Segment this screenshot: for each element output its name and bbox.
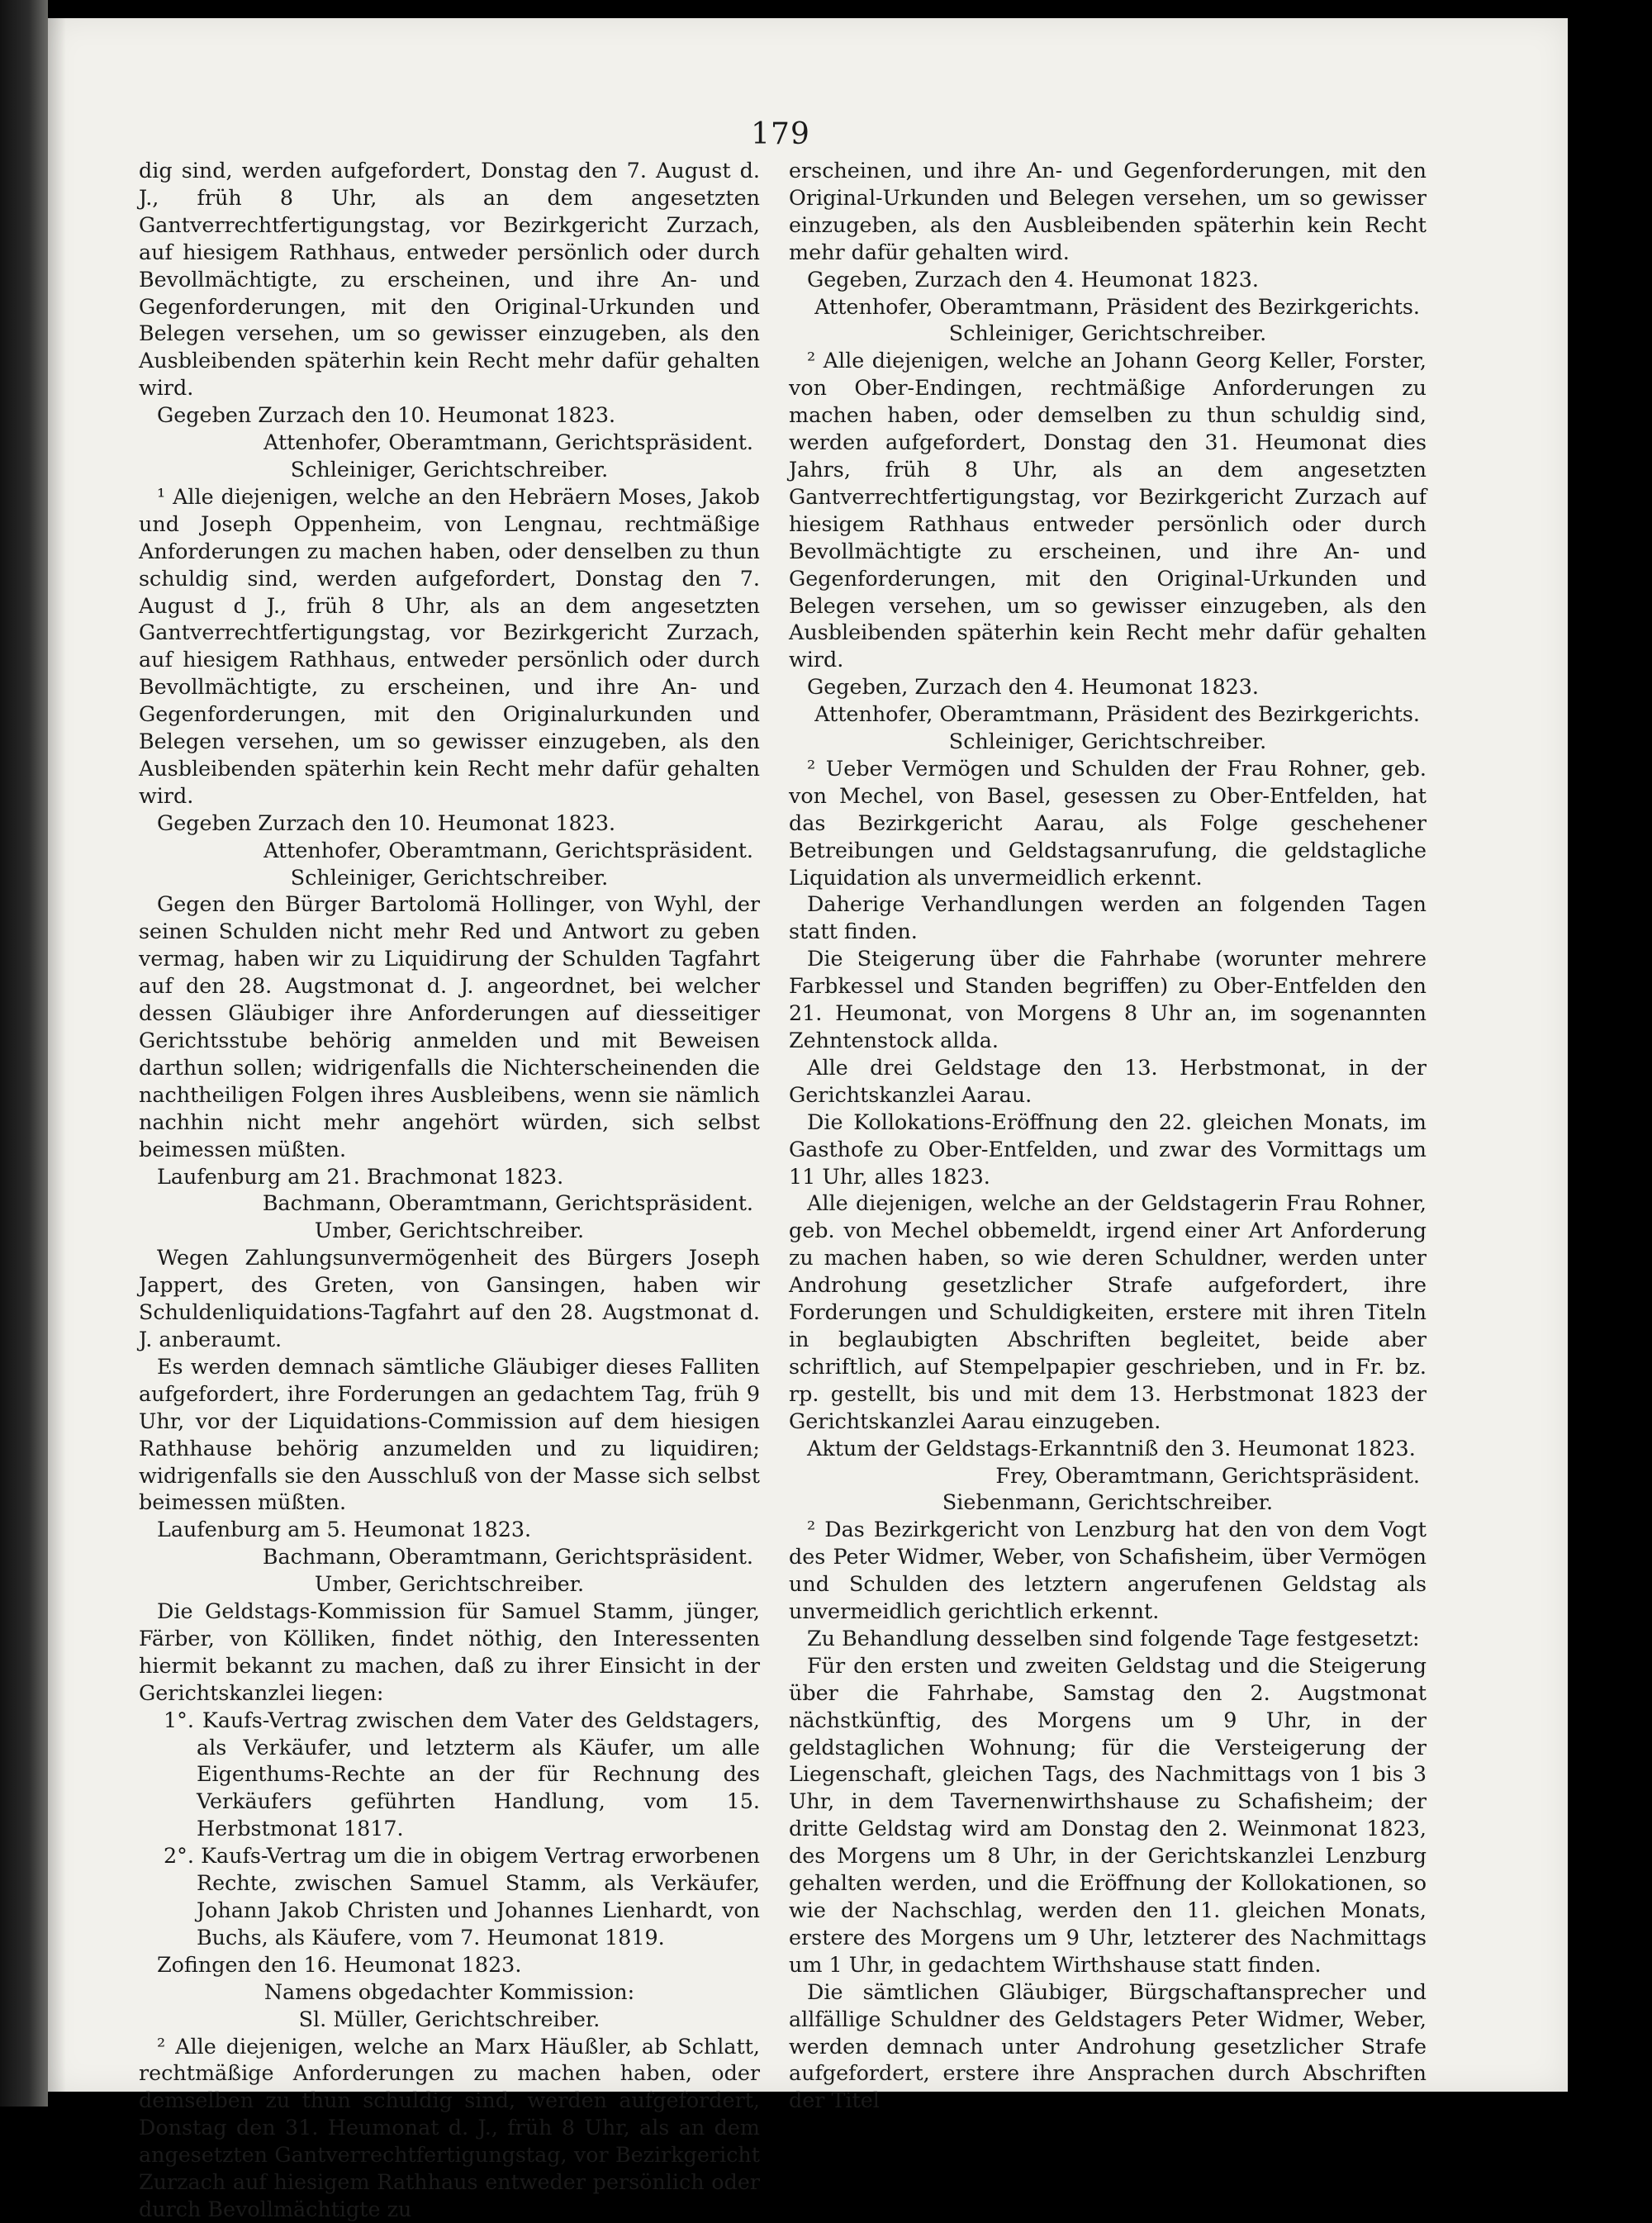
paragraph-ind: Gegeben, Zurzach den 4. Heumonat 1823.	[807, 674, 1259, 700]
paragraph-sig: Schleiniger, Gerichtschreiber.	[948, 729, 1267, 754]
paragraph-ind: Alle diejenigen, welche an der Geldstagerin Frau Rohner, geb. von Mechel obbemeldt, irgend einer Art Anforderung zu machen haben, so wie deren Schuldner, werden unter Androhung gesetzlicher Strafe aufgefordert, ihre Forderungen und Schuldigkeiten, erstere mit ihren Titeln in beglaubigten Abschriften begleitet, beide aber schriftlich, auf Stempelpapier geschrieben, und in Fr. bz. rp. gestellt, bis und mit dem 13. Herbstmonat 1823 der Gerichtskanzlei Aarau einzugeben.	[789, 1190, 1427, 1433]
page-fold-shadow	[48, 18, 66, 2092]
paragraph-sig-r: Frey, Oberamtmann, Gerichtspräsident.	[995, 1462, 1420, 1488]
paragraph-sig-r: Attenhofer, Oberamtmann, Gerichtspräsident.	[263, 430, 753, 455]
paragraph-item: 2°. Kaufs-Vertrag um die in obigem Vertrag erworbenen Rechte, zwischen Samuel Stamm, als Verkäufer, Johann Jakob Christen und Johannes Lienhardt, von Buchs, als Käufere, vom 7. Heumonat 1819.	[164, 1843, 760, 1950]
paragraph-ind: Die Geldstags-Kommission für Samuel Stamm, jünger, Färber, von Kölliken, findet nöthig, den Interessenten hiermit bekannt zu machen, daß zu ihrer Einsicht in der Gerichtskanzlei liegen:	[139, 1598, 760, 1705]
paragraph-sig-r: Bachmann, Oberamtmann, Gerichtspräsident.	[262, 1544, 753, 1570]
paragraph-ind: Gegeben Zurzach den 10. Heumonat 1823.	[157, 810, 616, 835]
paragraph-ind: Die Kollokations-Eröffnung den 22. gleichen Monats, im Gasthofe zu Ober-Entfelden, und zwar des Vormittags um 11 Uhr, alles 1823.	[789, 1109, 1427, 1189]
paragraph-ind: Aktum der Geldstags-Erkanntniß den 3. Heumonat 1823.	[807, 1435, 1416, 1461]
paragraph-sig: Schleiniger, Gerichtschreiber.	[948, 321, 1267, 346]
paragraph-sig-r: Bachmann, Oberamtmann, Gerichtspräsident.	[262, 1190, 753, 1216]
paragraph-ind: Die Steigerung über die Fahrhabe (worunter mehrere Farbkessel und Standen begriffen) zu Ober-Entfelden den 21. Heumonat, von Morgens 8 Uhr an, im sogenannten Zehntenstock allda.	[789, 946, 1427, 1052]
paragraph-sig-r: Attenhofer, Oberamtmann, Präsident des Bezirkgerichts.	[814, 701, 1420, 727]
paragraph-ind: Die sämtlichen Gläubiger, Bürgschaftansprecher und allfällige Schuldner des Geldstagers Peter Widmer, Weber, werden demnach unter Androhung gesetzlicher Strafe aufgefordert, erstere ihre Ansprachen durch Abschriften der Titel	[789, 1978, 1427, 2113]
right-column	[789, 157, 1427, 2114]
paragraph-sig: Namens obgedachter Kommission:	[263, 1978, 635, 2004]
paragraph-ind: Zofingen den 16. Heumonat 1823.	[157, 1951, 522, 1977]
paragraph-ind: ² Ueber Vermögen und Schulden der Frau Rohner, geb. von Mechel, von Basel, gesessen zu Ober-Entfelden, hat das Bezirkgericht Aarau, als Folge geschehener Betreibungen und Geldstagsanrufung, die geldstagliche Liquidation als unvermeidlich erkennt.	[789, 755, 1427, 890]
paragraph-ind: Gegeben Zurzach den 10. Heumonat 1823.	[157, 402, 616, 428]
paragraph-sig: Sl. Müller, Gerichtschreiber.	[298, 2006, 601, 2031]
left-margin-strip	[0, 0, 48, 2107]
paragraph-sig: Siebenmann, Gerichtschreiber.	[942, 1489, 1274, 1515]
paragraph-ind: ² Alle diejenigen, welche an Johann Georg Keller, Forster, von Ober-Endingen, rechtmäßige Anforderungen zu machen haben, oder demselben zu thun schuldig sind, werden aufgefordert, Donstag den 31. Heumonat dies Jahrs, früh 8 Uhr, als an dem angesetzten Gantverrechtfertigungstag, vor Bezirkgericht Zurzach auf hiesigem Rathhaus entweder persönlich oder durch Bevollmächtigte zu erscheinen, und ihre An- und Gegenforderungen, mit den Original-Urkunden und Belegen versehen, um so gewisser einzugeben, als den Ausbleibenden späterhin kein Recht mehr dafür gehalten wird.	[789, 348, 1427, 672]
paragraph-ind: Es werden demnach sämtliche Gläubiger dieses Falliten aufgefordert, ihre Forderungen an gedachtem Tag, früh 9 Uhr, vor der Liquidations-Commission auf dem hiesigen Rathhause behörig anzumelden und zu liquidiren; widrigenfalls sie den Ausschluß von der Masse sich selbst beimessen müßten.	[139, 1353, 760, 1515]
paragraph-ind: Daherige Verhandlungen werden an folgenden Tagen statt finden.	[789, 891, 1427, 944]
paragraph-ind: Wegen Zahlungsunvermögenheit des Bürgers Joseph Jappert, des Greten, von Gansingen, haben wir Schuldenliquidations-Tagfahrt auf den 28. Augstmonat d. J. anberaumt.	[139, 1245, 760, 1351]
paragraph-item: 1°. Kaufs-Vertrag zwischen dem Vater des Geldstagers, als Verkäufer, und letzterm als Käufer, um alle Eigenthums-Rechte an der für Rechnung des Verkäufers geführten Handlung, vom 15. Herbstmonat 1817.	[164, 1707, 760, 1841]
paragraph-sig-r: Attenhofer, Oberamtmann, Gerichtspräsident.	[263, 837, 753, 862]
paragraph-ind: Laufenburg am 21. Brachmonat 1823.	[157, 1163, 564, 1189]
paragraph-ind: Für den ersten und zweiten Geldstag und die Steigerung über die Fahrhabe, Samstag den 2. Augstmonat nächstkünftig, des Morgens um 9 Uhr, in der geldstaglichen Wohnung; für die Versteigerung der Liegenschaft, gleichen Tags, des Nachmittags von 1 bis 3 Uhr, in dem Tavernenwirthshause zu Schafisheim; der dritte Geldstag wird am Donstag den 2. Weinmonat 1823, des Morgens um 8 Uhr, in der Gerichtskanzlei Lenzburg gehalten werden, und die Eröffnung der Kollokationen, so wie der Nachschlag, werden den 11. gleichen Monats, erstere des Morgens um 9 Uhr, letzterer des Nachmittags um 1 Uhr, in gedachtem Wirthshause statt finden.	[789, 1652, 1427, 1977]
paragraph-sig: Schleiniger, Gerichtschreiber.	[290, 456, 609, 482]
page-number: 179	[751, 117, 810, 151]
paragraph-sig: Umber, Gerichtschreiber.	[314, 1218, 585, 1243]
left-column	[139, 157, 760, 2223]
paragraph-ind: ¹ Alle diejenigen, welche an den Hebräern Moses, Jakob und Joseph Oppenheim, von Lengnau, rechtmäßige Anforderungen zu machen haben, oder denselben zu thun schuldig sind, werden aufgefordert, Donstag den 7. August d J., früh 8 Uhr, als an dem angesetzten Gantverrechtfertigungstag, vor Bezirkgericht Zurzach, auf hiesigem Rathhaus, entweder persönlich oder durch Bevollmächtigte, zu erscheinen, und ihre An- und Gegenforderungen, mit den Originalurkunden und Belegen versehen, um so gewisser einzugeben, als den Ausbleibenden späterhin kein Recht mehr dafür gehalten wird.	[139, 483, 760, 808]
paragraph-ind: Alle drei Geldstage den 13. Herbstmonat, in der Gerichtskanzlei Aarau.	[789, 1054, 1427, 1107]
paragraph-sig: Umber, Gerichtschreiber.	[314, 1571, 585, 1597]
paragraph-ind: Gegeben, Zurzach den 4. Heumonat 1823.	[807, 266, 1259, 292]
paragraph-ind: Gegen den Bürger Bartolomä Hollinger, von Wyhl, der seinen Schulden nicht mehr Red und Antwort zu geben vermag, haben wir zu Liquidirung der Schulden Tagfahrt auf den 28. Augstmonat d. J. angeordnet, bei welcher dessen Gläubiger ihre Anforderungen auf diesseitiger Gerichtsstube behörig anmelden und mit Beweisen darthun sollen; widrigenfalls die Nichterscheinenden die nachtheiligen Folgen ihres Ausbleibens, wenn sie nämlich nachhin nicht mehr angehört würden, sich selbst beimessen müßten.	[139, 891, 760, 1161]
paragraph-sig: Schleiniger, Gerichtschreiber.	[290, 864, 609, 890]
paragraph-cont: erscheinen, und ihre An- und Gegenforderungen, mit den Original-Urkunden und Belegen versehen, um so gewisser einzugeben, als den Ausbleibenden späterhin kein Recht mehr dafür gehalten wird.	[789, 158, 1427, 264]
paragraph-ind: ² Alle diejenigen, welche an Marx Häußler, ab Schlatt, rechtmäßige Anforderungen zu machen haben, oder demselben zu thun schuldig sind, werden aufgefordert, Donstag den 31. Heumonat d. J., früh 8 Uhr, als an dem angesetzten Gantverrechtfertigungstag, vor Bezirkgericht Zurzach auf hiesigem Rathhaus entweder persönlich oder durch Bevollmächtigte zu	[139, 2033, 760, 2221]
paragraph-ind: Laufenburg am 5. Heumonat 1823.	[157, 1517, 532, 1542]
paragraph-sig-r: Attenhofer, Oberamtmann, Präsident des Bezirkgerichts.	[814, 293, 1420, 319]
paragraph-cont: dig sind, werden aufgefordert, Donstag den 7. August d. J., früh 8 Uhr, als an dem angesetzten Gantverrechtfertigungstag, vor Bezirkgericht Zurzach, auf hiesigem Rathhaus, entweder persönlich oder durch Bevollmächtigte, zu erscheinen, und ihre An- und Gegenforderungen, mit den Original-Urkunden und Belegen versehen, um so gewisser einzugeben, als den Ausbleibenden späterhin kein Recht mehr dafür gehalten wird.	[139, 158, 760, 401]
paragraph-ind: Zu Behandlung desselben sind folgende Tage festgesetzt:	[807, 1625, 1420, 1651]
paragraph-ind: ² Das Bezirkgericht von Lenzburg hat den von dem Vogt des Peter Widmer, Weber, von Schafisheim, über Vermögen und Schulden des letztern angerufenen Geldstag als unvermeidlich gerichtlich erkennt.	[789, 1517, 1427, 1624]
